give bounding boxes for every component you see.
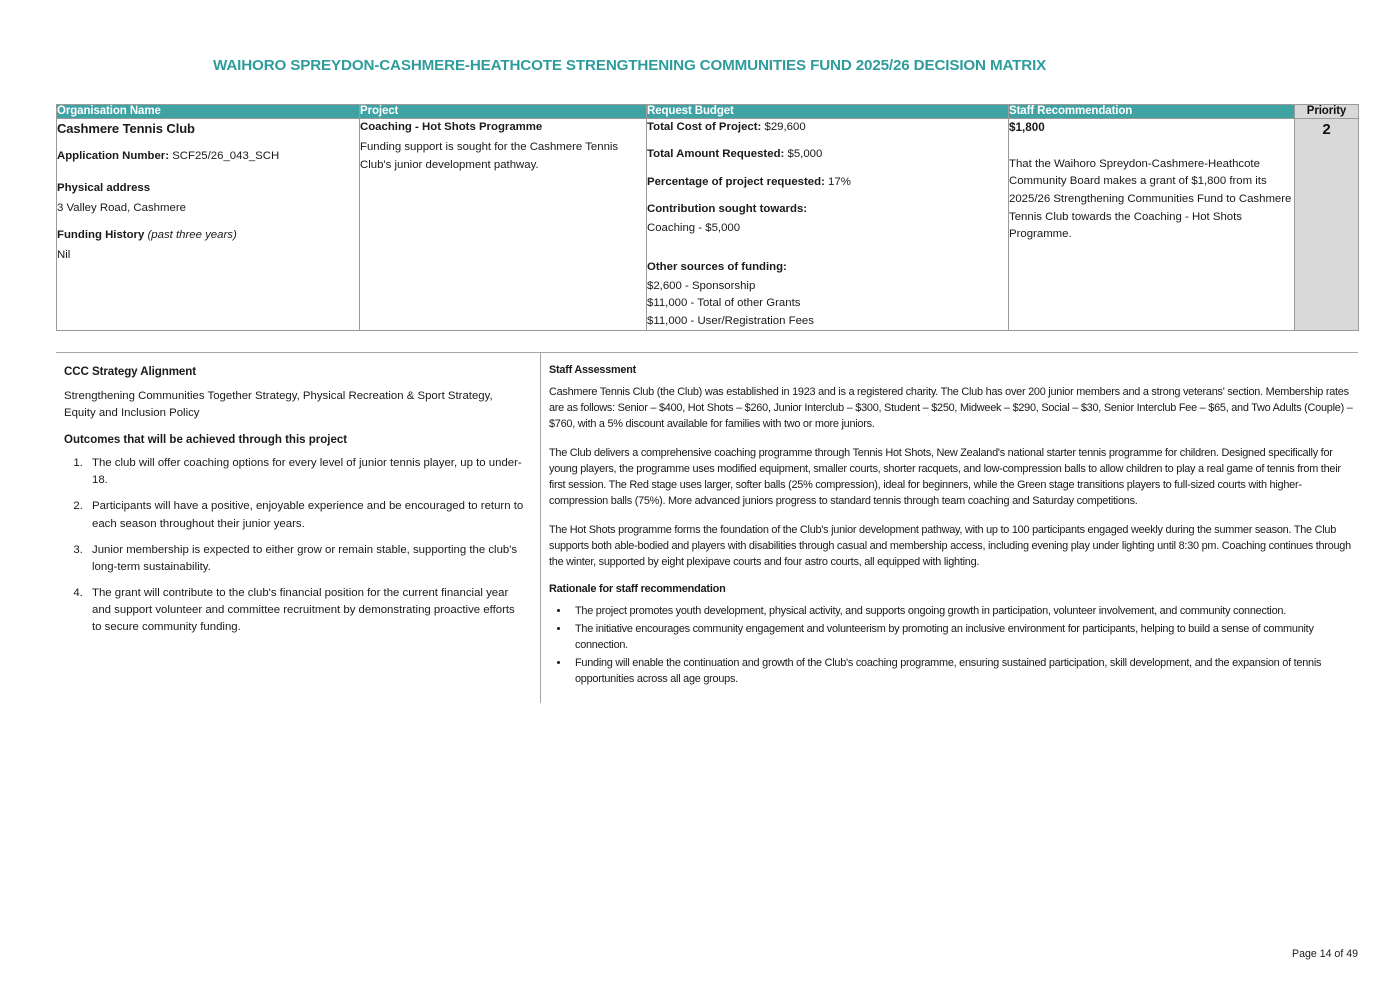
table-row (57, 119, 1359, 331)
cell-staff-recommendation (1009, 119, 1295, 331)
list-item: 2. Participants will have a positive, enjoyable experience and be encouraged to return to each season throughout their junior years. (86, 498, 526, 532)
page-title: WAIHORO SPREYDON-CASHMERE-HEATHCOTE STRENGTHENING COMMUNITIES FUND 2025/26 DECISION MATRIX (213, 57, 1047, 74)
total-cost-row (647, 119, 1008, 136)
list-item: • The initiative encourages community engagement and volunteerism by promoting an inclusive environment for participants, helping to build a sense of community connection. (570, 621, 1358, 653)
other-sources-label: Other sources of funding: (647, 260, 787, 273)
percentage-value: 17% (828, 175, 851, 188)
column-header-request-budget: Request Budget (647, 105, 1009, 119)
other-source-item: $2,600 - Sponsorship (647, 279, 756, 292)
recommendation-text: That the Waihoro Spreydon-Cashmere-Heathcote Community Board makes a grant of $1,800 from its 2025/26 Strengthening Communities Fund to Cashmere Tennis Club towards the Coaching - Hot Shots Programme. (1009, 157, 1292, 241)
project-title: Coaching - Hot Shots Programme (360, 121, 543, 133)
organisation-name: Cashmere Tennis Club (57, 121, 195, 136)
list-item: 4. The grant will contribute to the club's financial position for the current financial year and support volunteer and committee recruitment by demonstrating proactive efforts to secure community funding. (86, 585, 526, 636)
strategy-alignment-heading: CCC Strategy Alignment (64, 365, 196, 378)
total-cost-value: $29,600 (764, 121, 806, 133)
spacer (647, 238, 1008, 259)
funding-history-value: Nil (57, 249, 71, 262)
list-item: 1. The club will offer coaching options for every level of junior tennis player, up to under-18. (86, 455, 526, 489)
other-source-item: $11,000 - Total of other Grants (647, 297, 801, 310)
assessment-section (56, 352, 1358, 703)
assessment-paragraph: The Hot Shots programme forms the foundation of the Club's junior development pathway, with up to 100 participants engaged weekly during the summer season. The Club supports both able-bodied and players with disabilities through casual and membership access, including evening play under lighting until 8:30 pm. Coaching continues through the winter, supported by eight plexipave courts and four astro courts, all equipped with lighting. (549, 524, 1351, 569)
column-header-priority: Priority (1295, 105, 1359, 119)
staff-assessment-heading: Staff Assessment (549, 364, 637, 376)
physical-address-value: 3 Valley Road, Cashmere (57, 202, 186, 215)
total-cost-label: Total Cost of Project: (647, 121, 762, 133)
column-header-project: Project (360, 105, 647, 119)
list-item: • Funding will enable the continuation and growth of the Club's coaching programme, ensuring sustained participation, skill development, and the expansion of tennis opportunities across all age groups. (570, 655, 1358, 687)
assessment-paragraph: Cashmere Tennis Club (the Club) was established in 1923 and is a registered charity. The Club has over 200 junior members and a strong veterans' section. Membership rates are as follows: Senior – $400, Hot Shots – $260, Junior Interclub – $300, Student – $250, Midweek – $290, Social – $30, Senior Interclub Fee – $65, and Two Adults (Couple) – $760, with a 5% discount available for families with two or more juniors. (549, 386, 1353, 431)
contribution-label: Contribution sought towards: (647, 202, 808, 215)
funding-history-label-row (57, 227, 359, 244)
cell-priority: 2 (1295, 119, 1359, 331)
application-number-label: Application Number: (57, 149, 170, 162)
decision-matrix-table (56, 104, 1359, 331)
percentage-row (647, 174, 1008, 191)
page-footer: Page 14 of 49 (1292, 948, 1358, 960)
list-item: 3. Junior membership is expected to either grow or remain stable, supporting the club's long-term sustainability. (86, 542, 526, 576)
table-header-row (57, 105, 1359, 119)
rationale-heading: Rationale for staff recommendation (549, 583, 726, 596)
column-header-organisation: Organisation Name (57, 105, 360, 119)
funding-history-note: (past three years) (147, 228, 237, 241)
cell-organisation (57, 119, 360, 331)
outcomes-list (64, 455, 526, 636)
staff-assessment-column (541, 353, 1358, 703)
application-number-value: SCF25/26_043_SCH (172, 149, 280, 162)
total-requested-row (647, 146, 1008, 163)
list-item: • The project promotes youth development, physical activity, and supports ongoing growth in participation, volunteer involvement, and community connection. (570, 603, 1358, 619)
application-number (57, 148, 359, 165)
assessment-paragraph: The Club delivers a comprehensive coaching programme through Tennis Hot Shots, New Zealand's national starter tennis programme for children. Designed specifically for young players, the programme uses modified equipment, smaller courts, shorter racquets, and low-compression balls to allow children to play a real game of tennis from their first session. The Red stage uses larger, softer balls (25% compression), ideal for beginners, while the Green stage transitions players to full-sized courts with higher-compression balls (75%). More advanced juniors progress to standard tennis through team coaching and Saturday competitions. (549, 447, 1341, 508)
outcomes-heading: Outcomes that will be achieved through this project (64, 434, 348, 447)
total-requested-value: $5,000 (787, 148, 823, 161)
project-description: Funding support is sought for the Cashmere Tennis Club's junior development pathway. (360, 141, 619, 171)
funding-history-label: Funding History (57, 228, 145, 241)
strategy-alignment-text: Strengthening Communities Together Strategy, Physical Recreation & Sport Strategy, Equity and Inclusion Policy (64, 390, 493, 420)
cell-request-budget (647, 119, 1009, 331)
total-requested-label: Total Amount Requested: (647, 148, 785, 161)
other-source-item: $11,000 - User/Registration Fees (647, 314, 814, 327)
strategy-alignment-column (56, 353, 540, 703)
cell-project (360, 119, 647, 331)
recommended-amount: $1,800 (1009, 121, 1045, 134)
rationale-list (549, 603, 1358, 687)
physical-address-label: Physical address (57, 182, 151, 195)
column-header-staff-recommendation: Staff Recommendation (1009, 105, 1295, 119)
contribution-value: Coaching - $5,000 (647, 222, 741, 235)
percentage-label: Percentage of project requested: (647, 175, 825, 188)
